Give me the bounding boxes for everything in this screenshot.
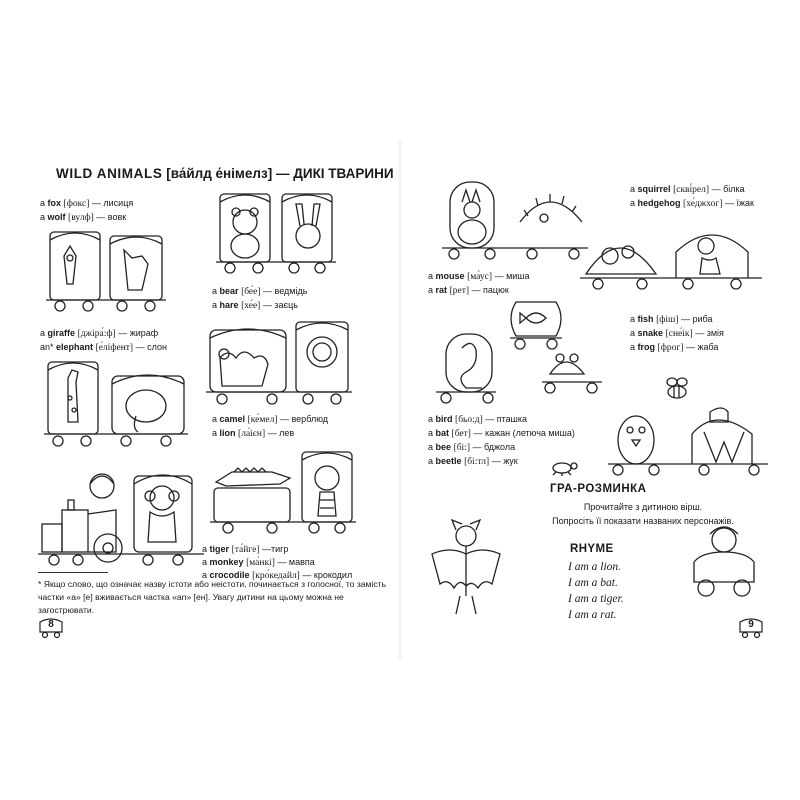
title-transcription: [ва́йлд е́німелз] [166,166,273,181]
game-instruction-line: Прочитайте з дитиною вірш. [583,502,703,512]
vocab-giraffe: a giraffe [джіра́:ф] — жираф [40,328,159,339]
fox-wolf-wagon-illustration [40,226,170,314]
page-title [56,166,394,181]
rhyme-title: RHYME [570,543,614,555]
squirrel-hedgehog-wagon-illustration [436,176,592,262]
game-instruction-line: Попросіть її показати названих персонажів. [552,516,734,526]
girl-in-car-illustration [680,520,770,610]
title-ukrainian: ДИКІ ТВАРИНИ [293,166,394,181]
giraffe-elephant-wagon-illustration [40,358,190,450]
vocab-fox: a fox [фокс] — лисиця [40,198,134,209]
right-page [400,0,800,800]
page-number-text: 9 [748,619,754,630]
vocab-bee: a bee [бі:] — бджола [428,442,516,453]
page-number-left [38,617,64,637]
vocab-crocodile: a crocodile [кро́кедайл] — крокодил [202,570,353,581]
vocab-frog: a frog [фрог] — жаба [630,342,719,353]
vocab-lion: a lion [ла́ієн] — лев [212,428,295,439]
vocab-snake: a snake [сне́ік] — змія [630,328,724,339]
girl-bat-costume-illustration [428,514,504,620]
vocab-bat: a bat [бет] — кажан (летюча миша) [428,428,575,439]
vocab-hare: a hare [хе́е] — заєць [212,300,298,311]
footnote: * Якщо слово, що означає назву істоти або неістоти, починається з голосної, то замість частки «а» [е] вживається частка «an» [ен]. Увагу дитини на цьому можна не загострювати. [38,579,387,615]
rhyme-line: I am a tiger. [568,593,624,605]
bear-hare-wagon-illustration [212,190,340,278]
vocab-fish: a fish [фіш] — риба [630,314,713,325]
vocab-bird: a bird [бьо:д] — пташка [428,414,528,425]
snake-frog-wagon-illustration [432,328,608,408]
title-english: WILD ANIMALS [56,166,163,181]
vocab-bear: a bear [бе́е] — ведмідь [212,286,308,297]
bird-bat-wagon-illustration [606,404,770,480]
rhyme-line: I am a rat. [568,609,617,621]
vocab-monkey: a monkey [ма́нкі] — мавпа [202,557,315,568]
footnote-rule [38,572,108,573]
vocab-camel: a camel [ке́мел] — верблюд [212,414,328,425]
page-number-right [738,617,764,637]
vocab-rat: a rat [рет] — пацюк [428,285,509,296]
train-monkey-illustration [38,462,206,572]
vocab-squirrel: a squirrel [скві́рел] — білка [630,184,745,195]
crocodile-tiger-wagon-illustration [210,448,358,536]
game-title: ГРА-РОЗМИНКА [550,483,647,495]
vocab-tiger: a tiger [та́йге] —тигр [202,544,289,555]
vocab-elephant: an* elephant [е́ліфент] — слон [40,342,167,353]
camel-lion-wagon-illustration [204,318,354,410]
rhyme-line: I am a bat. [568,577,618,589]
mouse-rat-wagon-illustration [576,222,766,300]
rhyme-line: I am a lion. [568,561,622,573]
vocab-wolf: a wolf [вулф] — вовк [40,212,127,223]
vocab-mouse: a mouse [ма́ус] — миша [428,271,530,282]
page-number-text: 8 [48,619,54,630]
vocab-hedgehog: a hedgehog [хе́джхог] — їжак [630,198,754,209]
beetle-icon [546,456,582,476]
vocab-beetle: a beetle [бі:тл] — жук [428,456,518,467]
bee-icon [660,374,694,404]
title-dash: — [275,166,290,181]
